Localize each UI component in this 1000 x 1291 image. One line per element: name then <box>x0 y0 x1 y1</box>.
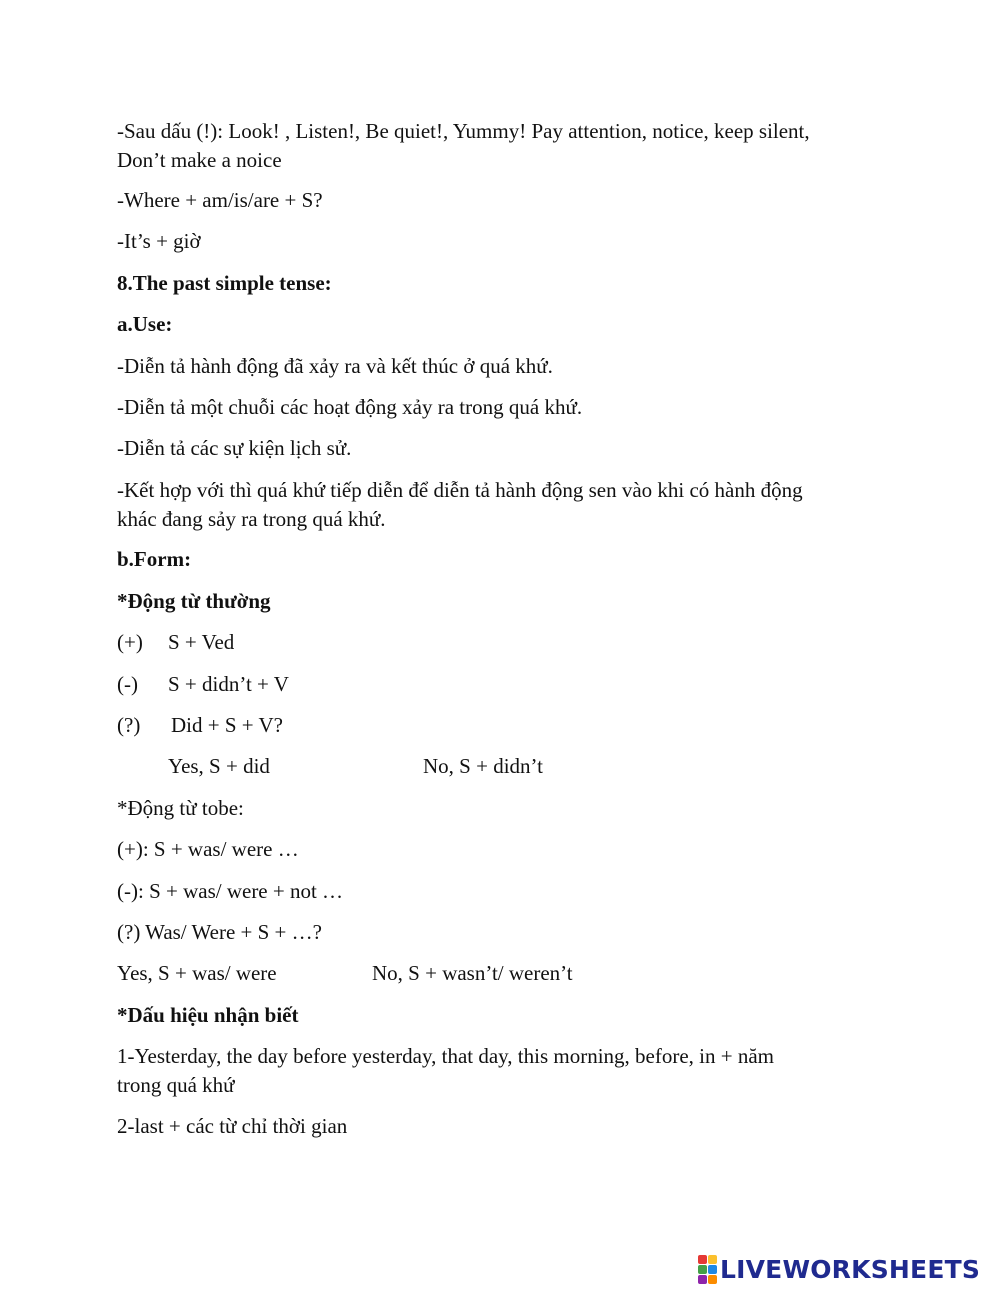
logo-block <box>698 1265 707 1274</box>
subsection-heading: *Động từ thường <box>117 589 271 613</box>
brand-name: LIVEWORKSHEETS <box>720 1254 981 1284</box>
text-line: -Diễn tả hành động đã xảy ra và kết thúc ở quá khứ. <box>117 354 553 378</box>
subsection-heading: b.Form: <box>117 547 192 571</box>
text-line: -Kết hợp với thì quá khứ tiếp diễn để diễn tả hành động sen vào khi có hành động <box>117 478 803 502</box>
logo-blocks-icon <box>698 1255 717 1284</box>
no-answer: No, S + didn’t <box>423 754 543 778</box>
no-answer: No, S + wasn’t/ weren’t <box>372 961 573 985</box>
liveworksheets-logo[interactable] <box>698 1254 998 1284</box>
text-line: Don’t make a noice <box>117 148 282 172</box>
text-line: 1-Yesterday, the day before yesterday, that day, this morning, before, in + năm <box>117 1044 775 1068</box>
logo-block <box>708 1265 717 1274</box>
text-line: -Sau dấu (!): Look! , Listen!, Be quiet!, Yummy! Pay attention, notice, keep silent, <box>117 119 810 143</box>
text-line: -Diễn tả các sự kiện lịch sử. <box>117 436 352 460</box>
yes-answer: Yes, S + did <box>168 754 270 778</box>
subsection-heading: *Dấu hiệu nhận biết <box>117 1003 299 1027</box>
formula-row-negative <box>117 670 817 698</box>
section-heading: 8.The past simple tense: <box>117 271 332 295</box>
answer-row <box>117 959 817 987</box>
logo-block <box>698 1255 707 1264</box>
formula-text: (-): S + was/ were + not … <box>117 879 344 903</box>
formula-text: (+): S + was/ were … <box>117 837 299 861</box>
text-line: khác đang sảy ra trong quá khứ. <box>117 507 386 531</box>
formula-text: (?) Was/ Were + S + …? <box>117 920 322 944</box>
formula-text: S + didn’t + V <box>168 672 289 696</box>
text-line: 2-last + các từ chỉ thời gian <box>117 1114 348 1138</box>
logo-block <box>708 1275 717 1284</box>
subsection-heading: *Động từ tobe: <box>117 796 244 820</box>
text-line: trong quá khứ <box>117 1073 235 1097</box>
formula-marker: (?) <box>117 713 141 737</box>
logo-block <box>708 1255 717 1264</box>
text-line: -Diễn tả một chuỗi các hoạt động xảy ra trong quá khứ. <box>117 395 583 419</box>
formula-row-question <box>117 711 817 739</box>
text-line: -It’s + giờ <box>117 229 201 253</box>
formula-marker: (-) <box>117 672 138 696</box>
formula-text: S + Ved <box>168 630 235 654</box>
formula-marker: (+) <box>117 630 143 654</box>
formula-text: Did + S + V? <box>171 713 283 737</box>
text-line: -Where + am/is/are + S? <box>117 188 323 212</box>
formula-row-positive <box>117 628 817 656</box>
answer-row <box>117 752 817 780</box>
logo-block <box>698 1275 707 1284</box>
yes-answer: Yes, S + was/ were <box>117 961 277 985</box>
subsection-heading: a.Use: <box>117 312 173 336</box>
